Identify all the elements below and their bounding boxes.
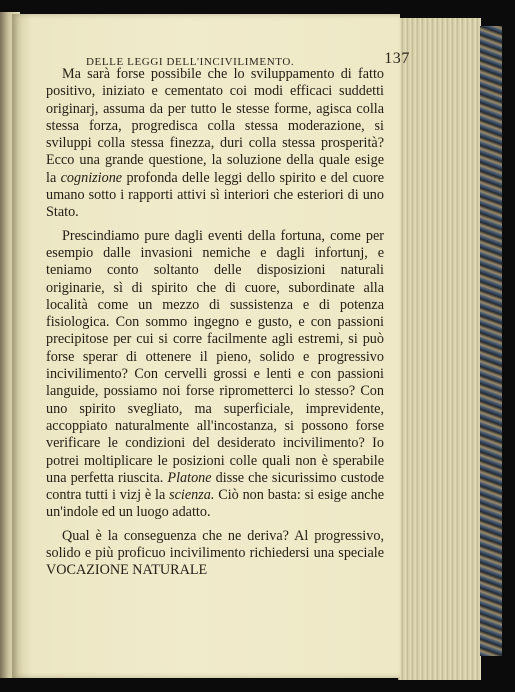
- p2-italic-2: scienza.: [169, 487, 215, 504]
- p1-text-1: Ma sarà forse possibile che lo sviluppamento di fatto positivo, iniziato e cementato coi modi efficaci suddetti originarj, assuma da per tutto le stesse forme, agisca colla stessa forza, progredisca colla stessa moderazione, si sviluppi colla stessa finezza, duri colla stessa prosperità? Ecco una grande questione, la soluzione della quale esige la: [46, 66, 384, 186]
- paragraph-2: [46, 228, 384, 522]
- paragraph-3: [46, 528, 384, 580]
- p1-text-2: profonda delle leggi dello spirito e del cuore umano sotto i rapporti attivi sì interiori che esteriori di uno Stato.: [46, 169, 384, 221]
- p3-text-1: Qual è la conseguenza che ne deriva? Al progressivo, solido e più proficuo incivilimento richiedersi una speciale: [46, 527, 384, 562]
- p2-text-2: disse che sicurissimo custode contra tutti i vizj è la: [46, 469, 384, 504]
- page-block-edge: [398, 18, 481, 680]
- page-number: 137: [384, 50, 410, 67]
- running-title: DELLE LEGGI DELL'INCIVILIMENTO.: [86, 56, 295, 68]
- body-text: [46, 66, 384, 586]
- p2-italic-1: Platone: [167, 469, 212, 486]
- p2-text-1: Prescindiamo pure dagli eventi della fortuna, come per esempio dalle invasioni nemiche e dagli infortunj, e teniamo conto soltanto delle disposizioni naturali originarie, sì di spirito che di cuore, subordinate alla località come un mezzo di sussistenza e di potenza fisiologica. Con sommo ingegno e gusto, e con passioni precipitose per cui si corre facilmente agli estremi, si può forse sperar di ottenere il pieno, solido e progressivo incivilimento? Con cervelli grossi e lenti e con passioni languide, possiamo noi forse riprometterci lo stesso? Con uno spirito svegliato, ma superficiale, imprevidente, accoppiato naturalmente all'incostanza, si possono forse verificare le condizioni del desiderato incivilimento? Io potrei moltiplicare le posizioni colle quali non è sperabile una perfetta riuscita.: [46, 227, 384, 486]
- p2-text-3: Ciò non basta: si esige anche un'indole ed un luogo adatto.: [46, 487, 384, 521]
- p1-italic-1: cognizione: [60, 169, 123, 186]
- marbled-cover-edge: [480, 26, 502, 656]
- p3-caps: VOCAZIONE NATURALE: [46, 562, 208, 579]
- paragraph-1: [46, 66, 384, 222]
